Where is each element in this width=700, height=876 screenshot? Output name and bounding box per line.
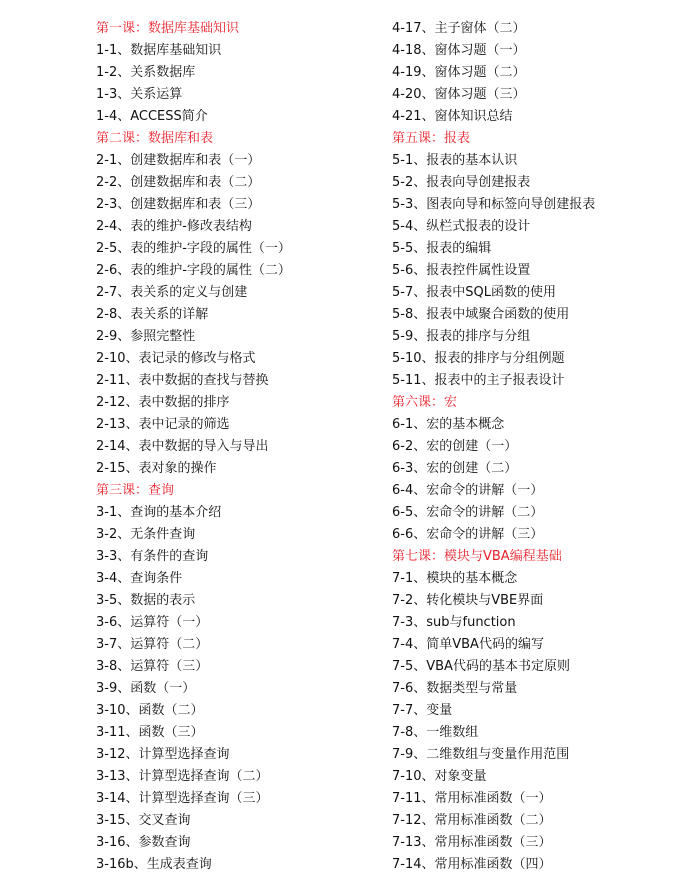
lesson-item: 3-10、函数（二） — [96, 703, 204, 718]
lesson-item: 2-1、创建数据库和表（一） — [96, 153, 261, 168]
lesson-item: 7-13、常用标准函数（三） — [392, 835, 552, 850]
lesson-item: 2-4、表的维护-修改表结构 — [96, 219, 252, 234]
lesson-item: 5-2、报表向导创建报表 — [392, 175, 531, 190]
lesson-item: 4-21、窗体知识总结 — [392, 109, 513, 124]
lesson-item: 6-2、宏的创建（一） — [392, 439, 518, 454]
lesson-heading: 第五课：报表 — [392, 131, 471, 146]
lesson-item: 6-6、宏命令的讲解（三） — [392, 527, 544, 542]
lesson-item: 5-3、图表向导和标签向导创建报表 — [392, 197, 596, 212]
lesson-item: 6-4、宏命令的讲解（一） — [392, 483, 544, 498]
lesson-item: 2-14、表中数据的导入与导出 — [96, 439, 269, 454]
lesson-item: 3-2、无条件查询 — [96, 527, 196, 542]
lesson-item: 1-1、数据库基础知识 — [96, 43, 222, 58]
lesson-item: 6-5、宏命令的讲解（二） — [392, 505, 544, 520]
lesson-item: 4-17、主子窗体（二） — [392, 21, 526, 36]
lesson-item: 7-3、sub与function — [392, 615, 516, 630]
lesson-item: 7-4、简单VBA代码的编写 — [392, 637, 544, 652]
lesson-item: 2-5、表的维护-字段的属性（一） — [96, 241, 291, 256]
lesson-item: 3-13、计算型选择查询（二） — [96, 769, 269, 784]
lesson-item: 2-2、创建数据库和表（二） — [96, 175, 261, 190]
lesson-item: 7-14、常用标准函数（四） — [392, 857, 552, 872]
lesson-item: 4-20、窗体习题（三） — [392, 87, 526, 102]
lesson-item: 3-14、计算型选择查询（三） — [96, 791, 269, 806]
lesson-item: 1-2、关系数据库 — [96, 65, 196, 80]
lesson-item: 7-9、二维数组与变量作用范围 — [392, 747, 570, 762]
lesson-item: 3-11、函数（三） — [96, 725, 204, 740]
lesson-item: 3-4、查询条件 — [96, 571, 183, 586]
lesson-heading: 第三课：查询 — [96, 483, 175, 498]
lesson-item: 7-6、数据类型与常量 — [392, 681, 518, 696]
toc-column-left — [96, 18, 386, 876]
lesson-item: 2-13、表中记录的筛选 — [96, 417, 230, 432]
lesson-item: 5-10、报表的排序与分组例题 — [392, 351, 565, 366]
lesson-item: 3-5、数据的表示 — [96, 593, 196, 608]
lesson-item: 3-12、计算型选择查询 — [96, 747, 230, 762]
lesson-heading: 第六课：宏 — [392, 395, 458, 410]
lesson-item: 3-8、运算符（三） — [96, 659, 209, 674]
lesson-item: 4-18、窗体习题（一） — [392, 43, 526, 58]
lesson-item: 5-8、报表中域聚合函数的使用 — [392, 307, 570, 322]
lesson-item: 7-12、常用标准函数（二） — [392, 813, 552, 828]
lesson-item: 6-3、宏的创建（二） — [392, 461, 518, 476]
lesson-item: 3-6、运算符（一） — [96, 615, 209, 630]
lesson-item: 2-6、表的维护-字段的属性（二） — [96, 263, 291, 278]
lesson-item: 7-7、变量 — [392, 703, 453, 718]
lesson-item: 7-11、常用标准函数（一） — [392, 791, 552, 806]
lesson-item: 3-9、函数（一） — [96, 681, 196, 696]
lesson-heading: 第一课：数据库基础知识 — [96, 21, 240, 36]
lesson-item: 6-1、宏的基本概念 — [392, 417, 505, 432]
lesson-item: 7-5、VBA代码的基本书定原则 — [392, 659, 570, 674]
lesson-item: 5-4、纵栏式报表的设计 — [392, 219, 531, 234]
lesson-item: 2-8、表关系的详解 — [96, 307, 209, 322]
lesson-item: 4-19、窗体习题（二） — [392, 65, 526, 80]
lesson-item: 3-16b、生成表查询 — [96, 857, 212, 872]
lesson-item: 5-7、报表中SQL函数的使用 — [392, 285, 556, 300]
lesson-item: 5-9、报表的排序与分组 — [392, 329, 531, 344]
lesson-item: 7-8、一维数组 — [392, 725, 479, 740]
lesson-item: 2-12、表中数据的排序 — [96, 395, 230, 410]
lesson-item: 3-3、有条件的查询 — [96, 549, 209, 564]
lesson-item: 3-15、交叉查询 — [96, 813, 191, 828]
lesson-item: 3-1、查询的基本介绍 — [96, 505, 222, 520]
lesson-item: 7-10、对象变量 — [392, 769, 487, 784]
lesson-item: 5-1、报表的基本认识 — [392, 153, 518, 168]
lesson-item: 2-7、表关系的定义与创建 — [96, 285, 248, 300]
lesson-item: 2-10、表记录的修改与格式 — [96, 351, 256, 366]
lesson-item: 2-3、创建数据库和表（三） — [96, 197, 261, 212]
lesson-item: 5-11、报表中的主子报表设计 — [392, 373, 565, 388]
toc-column-right — [392, 18, 692, 876]
lesson-item: 5-6、报表控件属性设置 — [392, 263, 531, 278]
lesson-item: 1-4、ACCESS简介 — [96, 109, 208, 124]
lesson-item: 1-3、关系运算 — [96, 87, 183, 102]
lesson-item: 5-5、报表的编辑 — [392, 241, 492, 256]
lesson-heading: 第七课：模块与VBA编程基础 — [392, 549, 562, 564]
lesson-item: 2-15、表对象的操作 — [96, 461, 217, 476]
lesson-heading: 第二课：数据库和表 — [96, 131, 214, 146]
lesson-item: 7-1、模块的基本概念 — [392, 571, 518, 586]
lesson-item: 2-9、参照完整性 — [96, 329, 196, 344]
lesson-item: 7-2、转化模块与VBE界面 — [392, 593, 544, 608]
lesson-item: 2-11、表中数据的查找与替换 — [96, 373, 269, 388]
lesson-item: 3-7、运算符（二） — [96, 637, 209, 652]
lesson-item: 3-16、参数查询 — [96, 835, 191, 850]
